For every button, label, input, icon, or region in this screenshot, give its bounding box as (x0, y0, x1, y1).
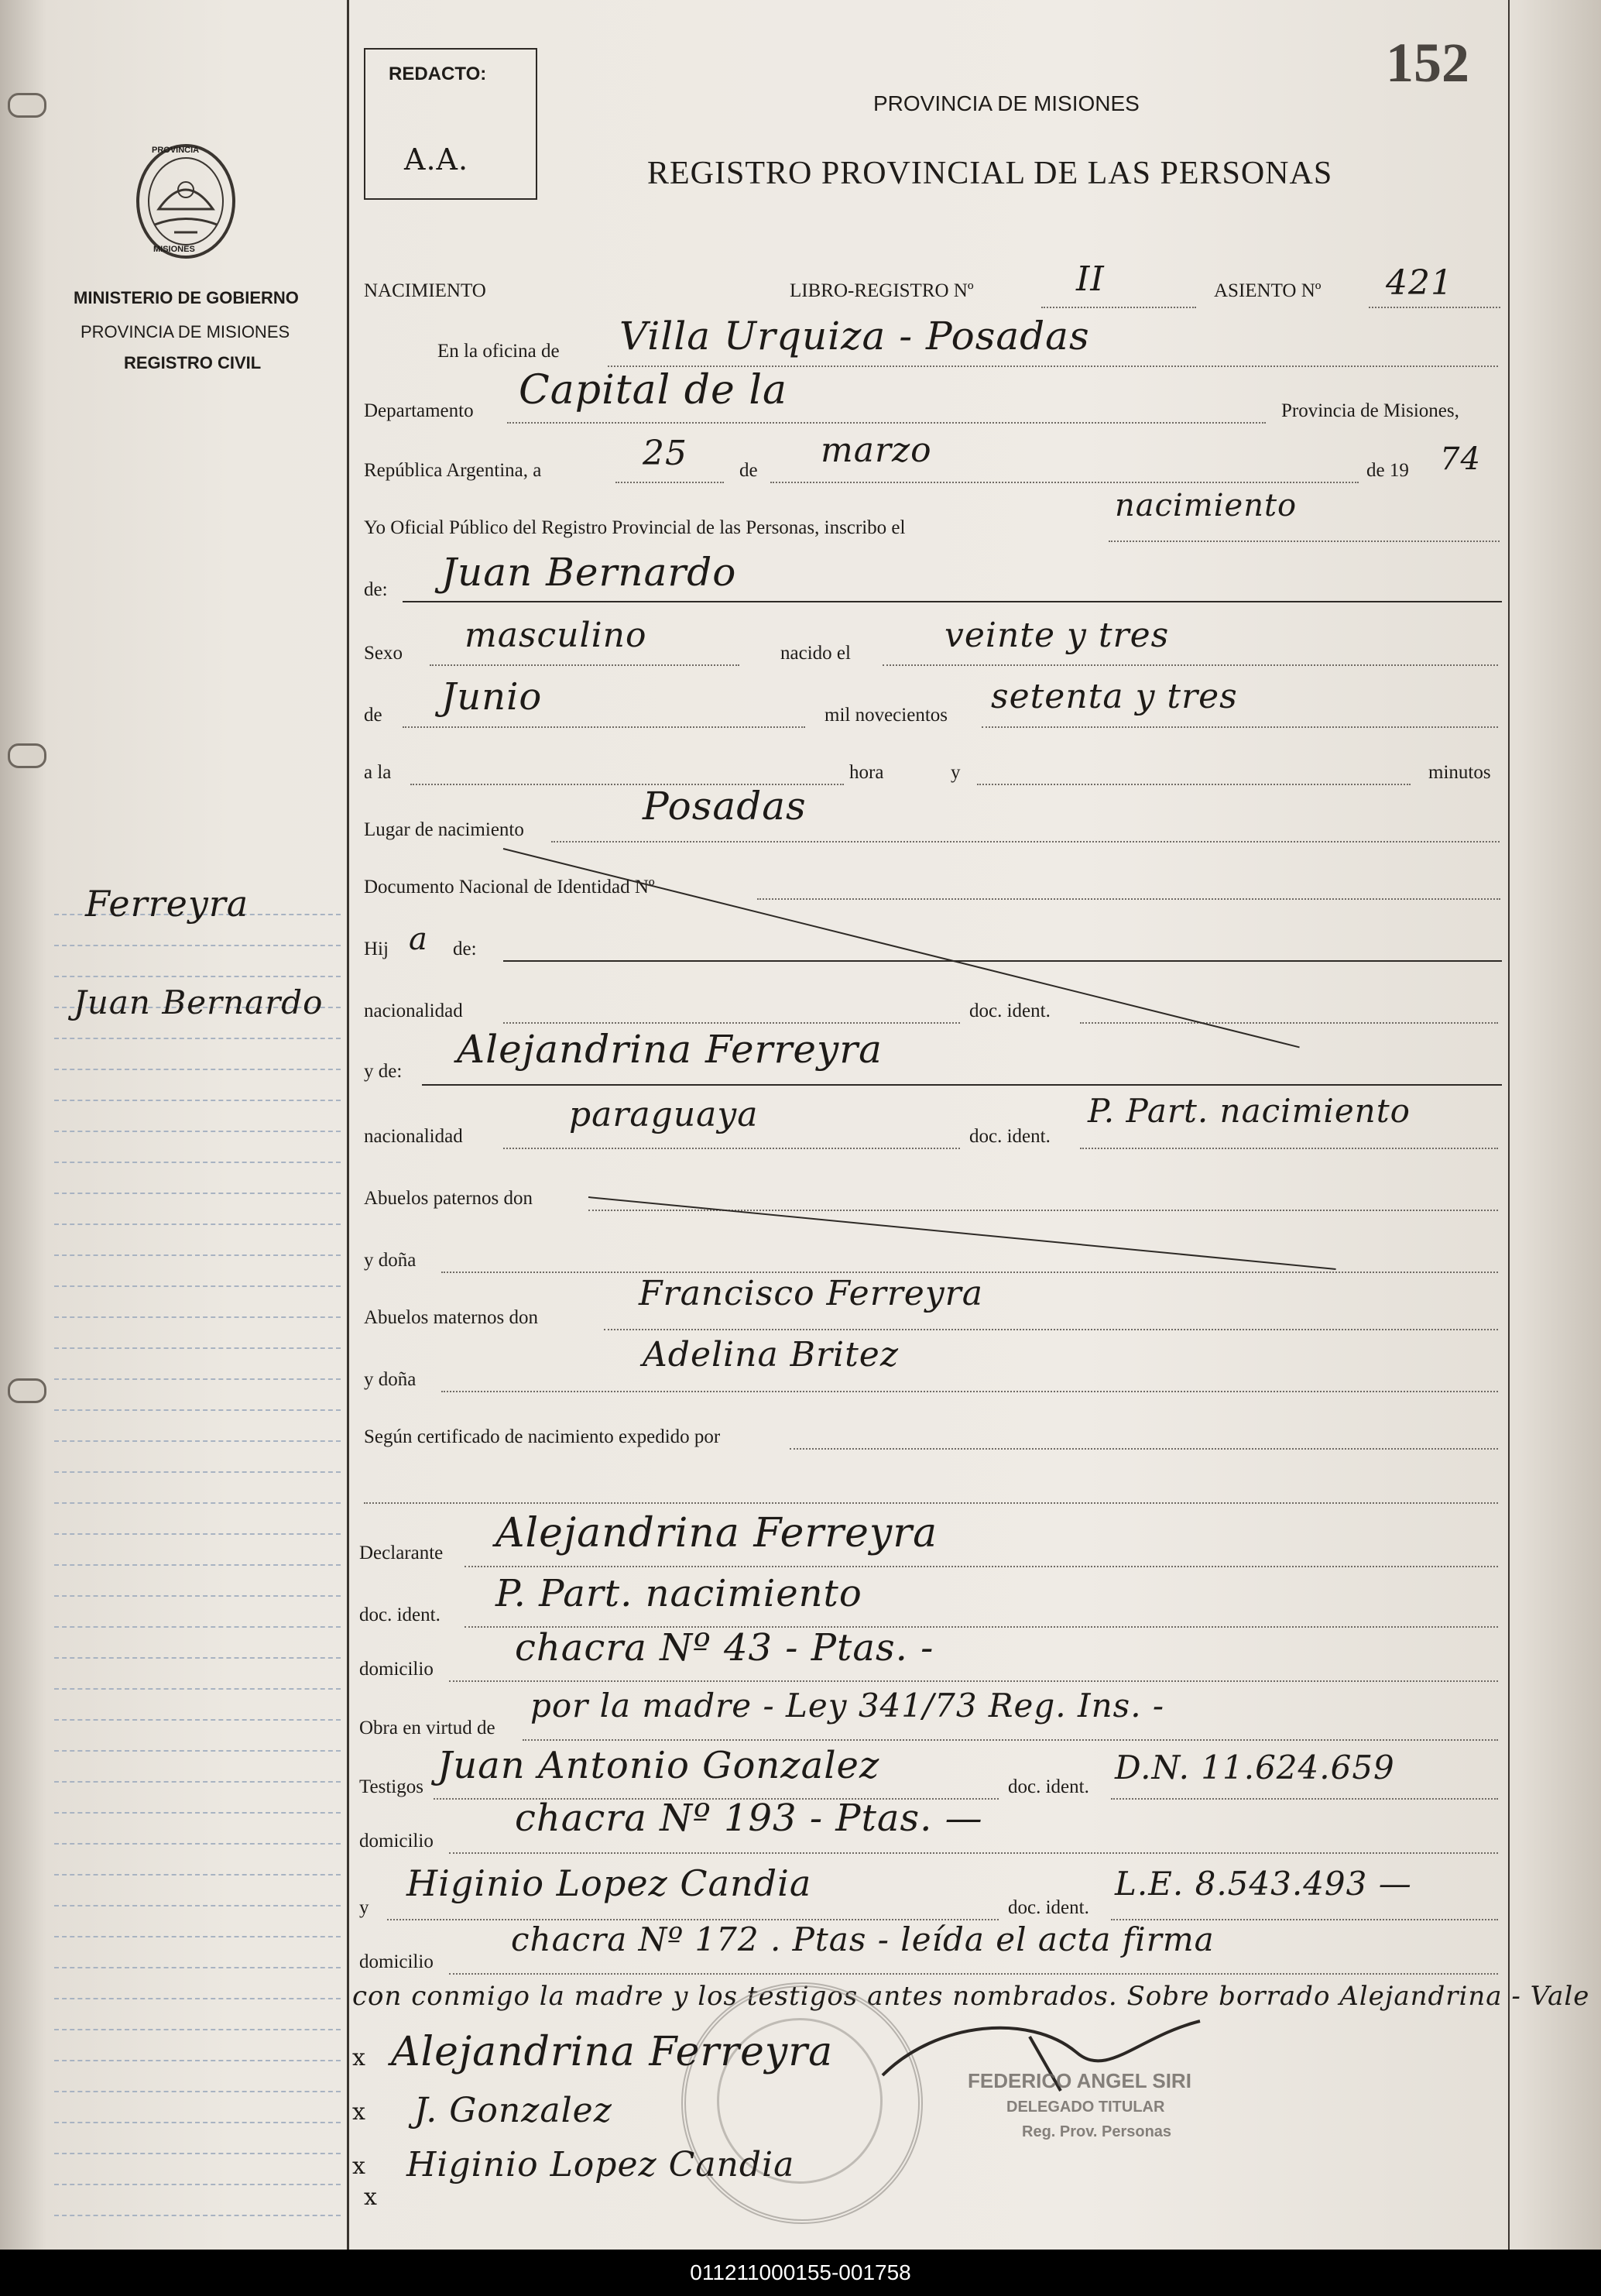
signature-mark: x (352, 2044, 366, 2071)
stub-ruled-line (54, 1471, 341, 1473)
stub-ruled-line (54, 945, 341, 946)
stub-ruled-line (54, 1688, 341, 1690)
asiento-label: ASIENTO Nº (1214, 280, 1322, 301)
republica-label: República Argentina, a (364, 460, 542, 481)
stub-ruled-line (54, 1657, 341, 1659)
sexo-value: masculino (465, 616, 647, 655)
stub-ruled-line (54, 976, 341, 977)
minutos-line (977, 784, 1411, 785)
left-border-line (347, 0, 349, 2250)
stub-ruled-line (54, 1347, 341, 1349)
stub-ruled-line (54, 1254, 341, 1256)
domicilio-line (449, 1680, 1498, 1682)
nacionalidad-line (503, 1022, 960, 1024)
stub-ruled-line (54, 2029, 341, 2030)
stub-ruled-line (54, 1843, 341, 1845)
right-border-line (1508, 0, 1510, 2250)
domicilio3-line (449, 1973, 1498, 1975)
nacido-label: nacido el (780, 643, 851, 664)
asiento-value: 421 (1386, 263, 1453, 303)
stub-ruled-line (54, 2091, 341, 2092)
doc-ident-label: doc. ident. (969, 1000, 1051, 1021)
testigo1-doc: D.N. 11.624.659 (1115, 1749, 1395, 1786)
stub-ruled-line (54, 1100, 341, 1101)
anio-nac-value: setenta y tres (991, 677, 1238, 716)
sexo-label: Sexo (364, 643, 403, 664)
lugar-label: Lugar de nacimiento (364, 819, 524, 840)
stub-ruled-line (54, 1595, 341, 1597)
de3-label: de (364, 705, 382, 726)
stub-ruled-line (54, 1812, 341, 1814)
doc-ident3-label: doc. ident. (359, 1604, 441, 1625)
domicilio3-label: domicilio (359, 1951, 434, 1972)
official-name: FEDERICO ANGEL SIRI (968, 2069, 1191, 2092)
oficina-label: En la oficina de (437, 341, 560, 362)
mother-name-line (422, 1084, 1502, 1086)
signature-testigo1: J. Gonzalez (414, 2091, 612, 2130)
doc-ident3-value: P. Part. nacimiento (495, 1572, 862, 1615)
oficial-line (1109, 541, 1500, 542)
de2-label: de: (364, 579, 388, 600)
libro-label: LIBRO-REGISTRO Nº (790, 280, 974, 301)
oficial-value: nacimiento (1115, 488, 1298, 523)
stub-ruled-line (54, 1533, 341, 1535)
stub-ruled-line (54, 1038, 341, 1039)
hora-label: hora (849, 762, 884, 783)
y2-label: y (359, 1897, 369, 1918)
footer-id: 011211000155-001758 (0, 2250, 1601, 2296)
mil-label: mil novecientos (824, 705, 948, 726)
dia-value: 25 (643, 434, 687, 473)
domicilio2-value: chacra Nº 193 - Ptas. — (515, 1797, 983, 1840)
stub-ruled-line (54, 1378, 341, 1380)
nacionalidad-label: nacionalidad (364, 1000, 463, 1021)
domicilio-label: domicilio (359, 1659, 434, 1680)
testigo2-value: Higinio Lopez Candia (406, 1862, 812, 1904)
testigo2-doc: L.E. 8.543.493 — (1115, 1865, 1412, 1903)
nacido-line (883, 664, 1498, 666)
segun-line-2 (364, 1502, 1498, 1504)
doc-ident2-label: doc. ident. (969, 1126, 1051, 1147)
departamento-line (507, 422, 1266, 424)
stub-ruled-line (54, 1874, 341, 1876)
stub-ruled-line (54, 2122, 341, 2123)
oficina-value: Villa Urquiza - Posadas (619, 314, 1090, 359)
strike-line (503, 848, 1300, 1048)
abuelos-mat-label: Abuelos maternos don (364, 1307, 538, 1328)
hij-label: Hij (364, 939, 389, 959)
minutos-label: minutos (1428, 762, 1491, 783)
margin-given-name: Juan Bernardo (74, 983, 324, 1021)
closing-line: con conmigo la madre y los testigos antes nombrados. Sobre borrado Alejandrina - Vale (352, 1981, 1590, 2012)
signature-declarante: Alejandrina Ferreyra (391, 2029, 834, 2075)
testigo1-value: Juan Antonio Gonzalez (437, 1744, 880, 1787)
binder-hole (8, 743, 46, 768)
anio-nac-line (982, 726, 1498, 728)
domicilio3-value: chacra Nº 172 . Ptas - leída el acta firma (511, 1920, 1215, 1958)
doc-ident-line (1080, 1022, 1498, 1024)
nacido-value: veinte y tres (944, 616, 1170, 655)
signature-mark: x (352, 2099, 366, 2126)
asiento-line (1369, 307, 1500, 308)
official-office: Reg. Prov. Personas (1022, 2123, 1172, 2140)
stub-ruled-line (54, 1440, 341, 1442)
signature-testigo2: Higinio Lopez Candia (406, 2145, 795, 2184)
official-title: DELEGADO TITULAR (1006, 2099, 1165, 2116)
dia-line (615, 482, 724, 483)
obra-label: Obra en virtud de (359, 1718, 495, 1738)
domicilio2-label: domicilio (359, 1831, 434, 1852)
declarante-label: Declarante (359, 1543, 444, 1563)
registro-civil-label: REGISTRO CIVIL (124, 353, 262, 372)
departamento-value: Capital de la (519, 367, 787, 414)
stub-ruled-line (54, 1998, 341, 1999)
oficial-label: Yo Oficial Público del Registro Provincial de las Personas, inscribo el (364, 517, 906, 538)
stub-ruled-line (54, 1285, 341, 1287)
stub-ruled-line (54, 1409, 341, 1411)
stub-ruled-line (54, 1905, 341, 1906)
mes-line (770, 482, 1359, 483)
ydona2-line (441, 1391, 1498, 1392)
binder-hole (8, 1378, 46, 1403)
libro-line (1041, 307, 1196, 308)
left-province-label: PROVINCIA DE MISIONES (81, 322, 290, 341)
ydona-label: y doña (364, 1250, 417, 1271)
ministry-label: MINISTERIO DE GOBIERNO (74, 288, 299, 307)
child-name-value: Juan Bernardo (441, 550, 737, 595)
stub-ruled-line (54, 2060, 341, 2061)
abuelos-pat-label: Abuelos paternos don (364, 1188, 533, 1209)
stub-ruled-line (54, 2184, 341, 2185)
redacto-value: A.A. (404, 142, 469, 177)
stub-ruled-line (54, 1131, 341, 1132)
mes-nac-line (403, 726, 805, 728)
abuela-mat-value: Adelina Britez (643, 1335, 900, 1375)
stub-ruled-line (54, 1193, 341, 1194)
declarante-line (465, 1566, 1498, 1567)
segun-line (790, 1448, 1498, 1450)
stub-ruled-line (54, 1967, 341, 1968)
documento-label: Documento Nacional de Identidad Nº (364, 877, 655, 897)
stub-ruled-line (54, 1781, 341, 1783)
mother-name-value: Alejandrina Ferreyra (457, 1027, 883, 1072)
doc-ident4-label: doc. ident. (1008, 1776, 1089, 1797)
documento-line (757, 898, 1500, 900)
sexo-line (430, 664, 739, 666)
stub-ruled-line (54, 1502, 341, 1504)
header-province: PROVINCIA DE MISIONES (873, 91, 1140, 115)
lugar-line (551, 841, 1500, 843)
seal-text-top: PROVINCIA (152, 146, 200, 155)
de-label: de (739, 460, 758, 481)
obra-line (523, 1739, 1498, 1741)
ala-label: a la (364, 762, 392, 783)
stub-ruled-line (54, 2153, 341, 2154)
doc-ident5-label: doc. ident. (1008, 1897, 1089, 1918)
header-title: REGISTRO PROVINCIAL DE LAS PERSONAS (647, 156, 1333, 191)
stub-ruled-line (54, 1564, 341, 1566)
doc-ident2-value: P. Part. nacimiento (1088, 1092, 1411, 1130)
stub-ruled-line (54, 1316, 341, 1318)
redacto-box (364, 48, 537, 200)
seal-text-bottom: MISIONES (153, 245, 195, 254)
margin-surname: Ferreyra (85, 883, 249, 925)
signature-mark: x (352, 2153, 366, 2180)
hij-de-label: de: (453, 939, 477, 959)
stub-ruled-line (54, 1162, 341, 1163)
anio-value: 74 (1440, 441, 1481, 477)
nacimiento-label: NACIMIENTO (364, 280, 486, 301)
nacionalidad2-label: nacionalidad (364, 1126, 463, 1147)
declarante-value: Alejandrina Ferreyra (495, 1510, 938, 1556)
nacionalidad2-value: paraguaya (569, 1095, 759, 1134)
hij-value: a (409, 921, 428, 957)
ydona2-label: y doña (364, 1369, 417, 1390)
yde-label: y de: (364, 1061, 403, 1082)
binder-hole (8, 93, 46, 118)
stub-ruled-line (54, 1750, 341, 1752)
anio-prefix: de 19 (1366, 460, 1409, 481)
mes-nac-value: Junio (441, 675, 543, 719)
strike-line-abuelos (588, 1196, 1336, 1270)
doc-ident2-line (1080, 1148, 1498, 1149)
lugar-value: Posadas (643, 784, 807, 829)
segun-label: Según certificado de nacimiento expedido por (364, 1426, 721, 1447)
provincia-suffix: Provincia de Misiones, (1281, 400, 1459, 421)
stub-ruled-line (54, 1936, 341, 1937)
libro-value: II (1076, 259, 1105, 299)
nacionalidad2-line (503, 1148, 960, 1149)
mes-value: marzo (821, 431, 932, 470)
redacto-label: REDACTO: (389, 63, 487, 84)
abuelos-mat-line (604, 1329, 1498, 1330)
stub-ruled-line (54, 1626, 341, 1628)
signature-mark: x (364, 2184, 378, 2211)
obra-value: por la madre - Ley 341/73 Reg. Ins. - (530, 1687, 1165, 1725)
ydona-line (441, 1272, 1498, 1273)
departamento-label: Departamento (364, 400, 474, 421)
testigo1-doc-line (1111, 1798, 1498, 1800)
stub-ruled-line (54, 1069, 341, 1070)
domicilio2-line (449, 1852, 1498, 1854)
abuelo-mat-value: Francisco Ferreyra (639, 1274, 983, 1313)
child-name-line (403, 601, 1502, 602)
page-number: 152 (1386, 32, 1469, 94)
domicilio-value: chacra Nº 43 - Ptas. - (515, 1626, 934, 1670)
testigos-label: Testigos (359, 1776, 423, 1797)
stub-ruled-line (54, 1719, 341, 1721)
father-line (503, 960, 1502, 962)
stub-ruled-line (54, 1224, 341, 1225)
stub-ruled-line (54, 2215, 341, 2216)
y-label: y (951, 762, 961, 783)
